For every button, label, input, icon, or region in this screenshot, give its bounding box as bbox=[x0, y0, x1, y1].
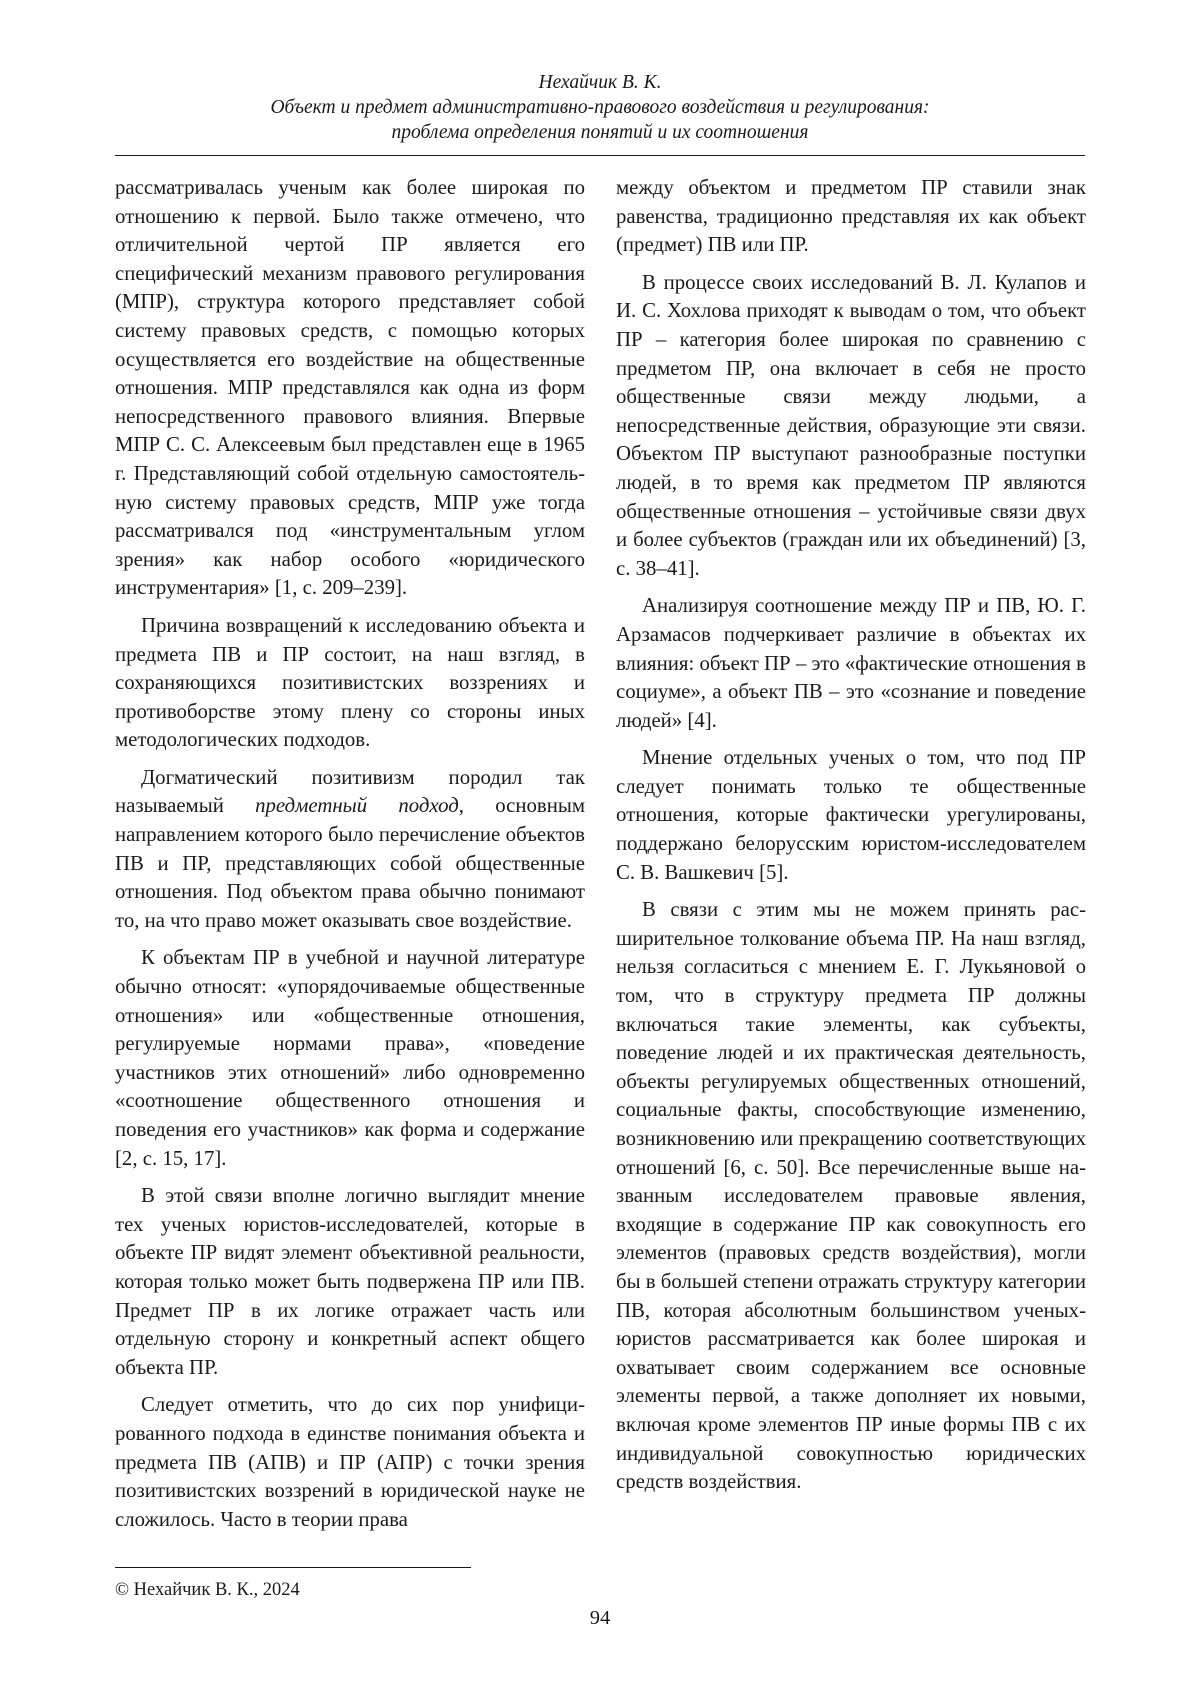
left-paragraph-1: рассматривалась ученым как более широкая по отношению к первой. Было также отмечено, что отличительной чертой ПР является его специфический механизм правового регулирования (МПР), структура которого представляет собой систему правовых средств, с помощью которых осуществляется его воздействие на общественные отношения. МПР представлялся как одна из форм непосредственного правового влияния. Впервые МПР С. С. Алексеевым был представлен еще в 1965 г. Представляющий собой отдельную самостоятельную систему правовых средств, МПР уже тогда рассматривался под «инструментальным углом зрения» как набор особого «юридического инструментария» [1, с. 209–239]. bbox=[115, 176, 585, 600]
running-head bbox=[115, 70, 1085, 145]
running-head-title-line1: Объект и предмет административно-правового воздействия и регулирования: bbox=[270, 97, 930, 118]
right-column bbox=[616, 174, 1086, 1506]
page-number: 94 bbox=[589, 1607, 611, 1629]
left-paragraph-2: Причина возвращений к исследованию объекта и предмета ПВ и ПР состоит, на наш взгляд, в сохраняющихся позитивистских воззрениях и противоборстве этому плену со стороны иных методологических подходов. bbox=[115, 613, 585, 752]
left-paragraph-5: В этой связи вполне логично выглядит мнение тех ученых юристов-исследователей, которые в объекте ПР видят элемент объективной реальности, которая только может быть подвержена ПР или ПВ. Предмет ПР в их логике отражает часть или отдельную сторону и конкретный аспект общего объекта ПР. bbox=[115, 1184, 585, 1379]
copyright-footnote: © Нехайчик В. К., 2024 bbox=[115, 1580, 300, 1600]
footnote-divider bbox=[115, 1567, 471, 1568]
right-paragraph-2: В процессе своих исследований В. Л. Кулапов и И. С. Хохлова приходят к выводам о том, что объект ПР – категория более широкая по сравнению с предметом ПР, она включает в себя не просто общественные связи между людьми, а непосредственные действия, образующие эти связи. Объектом ПР выступают разнообразные поступки людей, в то время как предметом ПР являются общественные отношения – устойчивые связи двух и более субъектов (граждан или их объединений) [3, с. 38–41]. bbox=[616, 270, 1086, 580]
right-paragraph-1: между объектом и предметом ПР ставили знак равенства, традиционно представляя их как объект (предмет) ПВ или ПР. bbox=[616, 176, 1086, 257]
left-paragraph-4: К объектам ПР в учебной и научной литературе обычно относят: «упорядочиваемые общественные отношения» или «общественные отношения, регулируемые нормами права», «поведение участников этих отношений» либо одновременно «соотношение общественного отношения и поведения его участников» как форма и содержание [2, с. 15, 17]. bbox=[115, 946, 585, 1170]
right-paragraph-3: Анализируя соотношение между ПР и ПВ, Ю. Г. Арзамасов подчеркивает различие в объектах их влияния: объект ПР – это «фактические отношения в социуме», а объект ПВ – это «сознание и поведение людей» [4]. bbox=[616, 594, 1086, 732]
right-paragraph-5: В связи с этим мы не можем принять расширительное толкование объема ПР. На наш взгляд, нельзя согласиться с мнением Е. Г. Лукьяновой о том, что в структуру предмета ПР должны включаться такие элементы, как субъекты, поведение людей и их практическая деятельность, объекты регулируемых общественных отношений, социальные факты, способствующие изменению, возникновению или прекращению соответствующих отношений [6, с. 50]. Все перечисленные выше названным исследователем правовые явления, входящие в содержание ПР как совокупность его элементов (правовых средств воздействия), могли бы в большей степени отражать структуру категории ПВ, которая абсолютным большинством ученых-юристов рассматривается как более широкая и охватывает своим содержанием все основные элементы первой, а также дополняет их новыми, включая кроме элементов ПР иные формы ПВ с их индивидуальной совокупностью юридических средств воздействия. bbox=[616, 898, 1086, 1494]
left-column bbox=[115, 174, 585, 1543]
running-head-author: Нехайчик В. К. bbox=[538, 72, 662, 93]
left-paragraph-3-end: , основным направлением которого было перечисление объектов ПВ и ПР, представляющих собой общественные отношения. Под объектом права обычно понимают то, на что право может оказывать свое воздействие. bbox=[115, 794, 585, 932]
left-paragraph-6: Следует отметить, что до сих пор унифицированного подхода в единстве понимания объекта и предмета ПВ (АПВ) и ПР (АПР) с точки зрения позитивистских воззрений в юридической науке не сложилось. Часто в теории права bbox=[115, 1393, 585, 1531]
left-paragraph-3-start: Догматический позитивизм породил так называемый bbox=[115, 765, 585, 818]
left-paragraph-3-italic-term: предметный подход bbox=[255, 794, 459, 818]
header-divider bbox=[115, 155, 1085, 156]
left-paragraph-3 bbox=[115, 764, 585, 936]
running-head-title-line2: проблема определения понятий и их соотношения bbox=[391, 122, 809, 143]
right-paragraph-4: Мнение отдельных ученых о том, что под ПР следует понимать только те общественные отношения, которые фактически урегулированы, поддержано белорусским юристом-исследователем С. В. Вашкевич [5]. bbox=[616, 746, 1086, 884]
